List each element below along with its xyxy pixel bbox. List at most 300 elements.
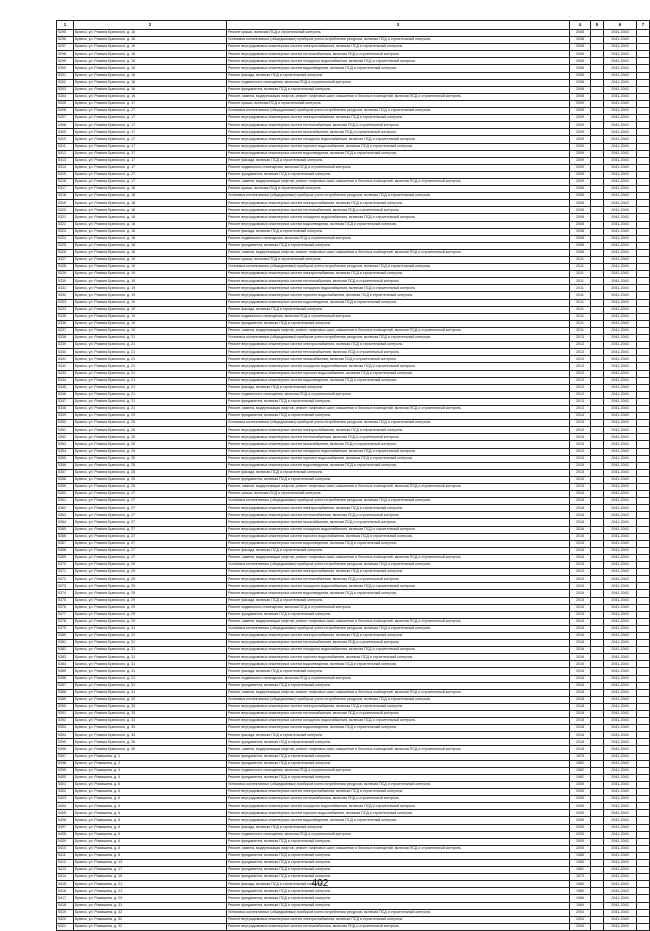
cell-year: 2009 bbox=[570, 129, 591, 136]
table-row bbox=[57, 30, 650, 37]
cell-empty bbox=[591, 391, 604, 398]
cell-work-type: Ремонт внутридомовых инженерных систем холодного водоснабжения, включая ПСД и строительный контроль bbox=[227, 647, 570, 654]
cell-empty bbox=[637, 292, 650, 299]
cell-address: Брянск, ул. Ромашина, д. 17 bbox=[74, 867, 227, 874]
cell-empty bbox=[591, 469, 604, 476]
table-row bbox=[57, 476, 650, 483]
cell-empty bbox=[591, 413, 604, 420]
cell-empty bbox=[637, 902, 650, 909]
cell-empty bbox=[591, 342, 604, 349]
table-row bbox=[57, 526, 650, 533]
cell-year: 2005 bbox=[570, 838, 591, 845]
cell-address: Брянск, ул. Романа Брянского, д. 25 bbox=[74, 441, 227, 448]
cell-empty bbox=[637, 377, 650, 384]
cell-empty bbox=[591, 640, 604, 647]
cell-address: Брянск, ул. Романа Брянского, д. 35 bbox=[74, 746, 227, 753]
cell-address: Брянск, ул. Романа Брянского, д. 21 bbox=[74, 384, 227, 391]
cell-empty bbox=[637, 554, 650, 561]
cell-work-type: Установка коллективных (общедомовых) приборов учета потребления ресурсов, включая ПСД и строительный контроль bbox=[227, 420, 570, 427]
cell-year: 2013 bbox=[570, 342, 591, 349]
cell-empty bbox=[637, 278, 650, 285]
cell-empty bbox=[591, 498, 604, 505]
cell-year: 2009 bbox=[570, 164, 591, 171]
cell-address: Брянск, ул. Романа Брянского, д. 21 bbox=[74, 370, 227, 377]
table-row bbox=[57, 760, 650, 767]
cell-number: 5340 bbox=[57, 349, 74, 356]
cell-number: 5416 bbox=[57, 888, 74, 895]
cell-empty bbox=[637, 725, 650, 732]
cell-work-type: Ремонт внутридомовых инженерных систем горячего водоснабжения, включая ПСД и строительный контроль bbox=[227, 654, 570, 661]
cell-period: 2041-2043 bbox=[604, 434, 637, 441]
table-row bbox=[57, 242, 650, 249]
cell-year: 2013 bbox=[570, 377, 591, 384]
cell-period: 2041-2043 bbox=[604, 58, 637, 65]
cell-year: 2018 bbox=[570, 718, 591, 725]
cell-empty bbox=[591, 363, 604, 370]
table-row bbox=[57, 115, 650, 122]
cell-empty bbox=[637, 37, 650, 44]
cell-empty bbox=[637, 732, 650, 739]
cell-address: Брянск, ул. Романа Брянского, д. 18 bbox=[74, 228, 227, 235]
cell-number: 5352 bbox=[57, 434, 74, 441]
cell-address: Брянск, ул. Ромашина, д. 6 bbox=[74, 810, 227, 817]
cell-empty bbox=[637, 242, 650, 249]
cell-number: 5344 bbox=[57, 377, 74, 384]
cell-period: 2041-2043 bbox=[604, 874, 637, 881]
cell-year: 2011 bbox=[570, 257, 591, 264]
cell-number: 5341 bbox=[57, 356, 74, 363]
cell-number: 5395 bbox=[57, 739, 74, 746]
table-row bbox=[57, 44, 650, 51]
table-row bbox=[57, 214, 650, 221]
cell-number: 5333 bbox=[57, 299, 74, 306]
cell-period: 2041-2043 bbox=[604, 725, 637, 732]
cell-empty bbox=[637, 781, 650, 788]
cell-number: 5310 bbox=[57, 136, 74, 143]
cell-empty bbox=[591, 313, 604, 320]
cell-year: 2004 bbox=[570, 923, 591, 930]
cell-empty bbox=[591, 356, 604, 363]
cell-address: Брянск, ул. Романа Брянского, д. 31 bbox=[74, 654, 227, 661]
cell-empty bbox=[637, 867, 650, 874]
cell-empty bbox=[637, 611, 650, 618]
cell-number: 5348 bbox=[57, 405, 74, 412]
cell-period: 2041-2043 bbox=[604, 335, 637, 342]
cell-empty bbox=[591, 569, 604, 576]
cell-number: 5314 bbox=[57, 164, 74, 171]
table-row bbox=[57, 923, 650, 930]
cell-empty bbox=[637, 916, 650, 923]
cell-period: 2041-2043 bbox=[604, 413, 637, 420]
cell-empty bbox=[637, 859, 650, 866]
cell-year: 2008 bbox=[570, 200, 591, 207]
cell-work-type: Ремонт фасада, включая ПСД и строительный контроль bbox=[227, 881, 570, 888]
cell-number: 5400 bbox=[57, 774, 74, 781]
cell-address: Брянск, ул. Романа Брянского, д. 29 bbox=[74, 583, 227, 590]
cell-address: Брянск, ул. Романа Брянского, д. 29 bbox=[74, 569, 227, 576]
cell-work-type: Ремонт внутридомовых инженерных систем теплоснабжения, включая ПСД и строительный контроль bbox=[227, 512, 570, 519]
cell-address: Брянск, ул. Ромашина, д. 4 bbox=[74, 774, 227, 781]
cell-year: 2008 bbox=[570, 72, 591, 79]
table-row bbox=[57, 519, 650, 526]
cell-number: 5313 bbox=[57, 157, 74, 164]
table-row bbox=[57, 491, 650, 498]
cell-year: 1980 bbox=[570, 888, 591, 895]
cell-year: 2016 bbox=[570, 668, 591, 675]
cell-number: 5411 bbox=[57, 852, 74, 859]
cell-number: 5349 bbox=[57, 413, 74, 420]
cell-number: 5374 bbox=[57, 590, 74, 597]
cell-empty bbox=[637, 235, 650, 242]
cell-empty bbox=[637, 86, 650, 93]
cell-work-type: Ремонт внутридомовых инженерных систем электроснабжения, включая ПСД и строительный контроль bbox=[227, 200, 570, 207]
cell-address: Брянск, ул. Романа Брянского, д. 17 bbox=[74, 115, 227, 122]
cell-work-type: Ремонт внутридомовых инженерных систем электроснабжения, включая ПСД и строительный контроль bbox=[227, 632, 570, 639]
table-row bbox=[57, 789, 650, 796]
cell-period: 2041-2043 bbox=[604, 299, 637, 306]
cell-address: Брянск, ул. Романа Брянского, д. 19 bbox=[74, 313, 227, 320]
cell-period: 2041-2043 bbox=[604, 526, 637, 533]
cell-work-type: Ремонт фасада, включая ПСД и строительный контроль bbox=[227, 384, 570, 391]
cell-work-type: Ремонт, замена, модернизация лифтов, ремонт лифтовых шахт, машинных и блочных помещений, включая ПСД и строительный контроль bbox=[227, 93, 570, 100]
cell-empty bbox=[637, 249, 650, 256]
cell-number: 5368 bbox=[57, 547, 74, 554]
cell-number: 5402 bbox=[57, 789, 74, 796]
table-row bbox=[57, 576, 650, 583]
cell-empty bbox=[591, 746, 604, 753]
table-row bbox=[57, 221, 650, 228]
table-row bbox=[57, 58, 650, 65]
table-row bbox=[57, 867, 650, 874]
cell-empty bbox=[637, 342, 650, 349]
cell-period: 2041-2043 bbox=[604, 200, 637, 207]
cell-address: Брянск, ул. Романа Брянского, д. 18 bbox=[74, 200, 227, 207]
table-row bbox=[57, 597, 650, 604]
table-row bbox=[57, 852, 650, 859]
cell-address: Брянск, ул. Романа Брянского, д. 16 bbox=[74, 51, 227, 58]
cell-number: 5315 bbox=[57, 171, 74, 178]
cell-address: Брянск, ул. Ромашина, д. 31 bbox=[74, 902, 227, 909]
table-row bbox=[57, 100, 650, 107]
cell-empty bbox=[637, 590, 650, 597]
cell-work-type: Ремонт фасада, включая ПСД и строительный контроль bbox=[227, 469, 570, 476]
cell-number: 5365 bbox=[57, 526, 74, 533]
cell-period: 2041-2043 bbox=[604, 661, 637, 668]
header-col-1: 1 bbox=[57, 21, 74, 30]
cell-empty bbox=[637, 356, 650, 363]
cell-empty bbox=[591, 632, 604, 639]
cell-empty bbox=[591, 186, 604, 193]
cell-number: 5381 bbox=[57, 640, 74, 647]
cell-year: 2015 bbox=[570, 618, 591, 625]
cell-year: 2008 bbox=[570, 249, 591, 256]
cell-period: 2041-2043 bbox=[604, 136, 637, 143]
cell-period: 2041-2043 bbox=[604, 370, 637, 377]
cell-year: 2015 bbox=[570, 455, 591, 462]
cell-work-type: Ремонт фундамента, включая ПСД и строительный контроль bbox=[227, 171, 570, 178]
cell-address: Брянск, ул. Ромашина, д. 13 bbox=[74, 859, 227, 866]
cell-number: 5384 bbox=[57, 661, 74, 668]
table-row bbox=[57, 79, 650, 86]
cell-number: 5297 bbox=[57, 44, 74, 51]
cell-number: 5364 bbox=[57, 519, 74, 526]
cell-period: 2041-2043 bbox=[604, 618, 637, 625]
cell-work-type: Ремонт внутридомовых инженерных систем теплоснабжения, включая ПСД и строительный контроль bbox=[227, 576, 570, 583]
cell-year: 2005 bbox=[570, 781, 591, 788]
cell-period: 2041-2043 bbox=[604, 753, 637, 760]
cell-empty bbox=[591, 760, 604, 767]
cell-period: 2041-2043 bbox=[604, 235, 637, 242]
cell-period: 2041-2043 bbox=[604, 327, 637, 334]
cell-year: 2009 bbox=[570, 143, 591, 150]
cell-empty bbox=[591, 554, 604, 561]
table-row bbox=[57, 498, 650, 505]
table-row bbox=[57, 781, 650, 788]
cell-work-type: Ремонт внутридомовых инженерных систем горячего водоснабжения, включая ПСД и строительный контроль bbox=[227, 810, 570, 817]
cell-work-type: Ремонт внутридомовых инженерных систем газоснабжения, включая ПСД и строительный контроль bbox=[227, 519, 570, 526]
cell-empty bbox=[591, 72, 604, 79]
table-row bbox=[57, 739, 650, 746]
cell-work-type: Ремонт внутридомовых инженерных систем электроснабжения, включая ПСД и строительный контроль bbox=[227, 271, 570, 278]
table-row bbox=[57, 703, 650, 710]
cell-number: 5375 bbox=[57, 597, 74, 604]
table-row bbox=[57, 398, 650, 405]
cell-address: Брянск, ул. Романа Брянского, д. 29 bbox=[74, 597, 227, 604]
cell-address: Брянск, ул. Ромашина, д. 19 bbox=[74, 874, 227, 881]
cell-work-type: Ремонт внутридомовых инженерных систем холодного водоснабжения, включая ПСД и строительный контроль bbox=[227, 58, 570, 65]
cell-address: Брянск, ул. Ромашина, д. 32 bbox=[74, 909, 227, 916]
cell-work-type: Ремонт внутридомовых инженерных систем холодного водоснабжения, включая ПСД и строительный контроль bbox=[227, 285, 570, 292]
cell-period: 2041-2043 bbox=[604, 228, 637, 235]
cell-address: Брянск, ул. Романа Брянского, д. 19 bbox=[74, 285, 227, 292]
cell-work-type: Ремонт внутридомовых инженерных систем электроснабжения, включая ПСД и строительный контроль bbox=[227, 916, 570, 923]
cell-work-type: Ремонт фундамента, включая ПСД и строительный контроль bbox=[227, 476, 570, 483]
cell-work-type: Ремонт фундамента, включая ПСД и строительный контроль bbox=[227, 398, 570, 405]
cell-year: 2015 bbox=[570, 576, 591, 583]
cell-empty bbox=[637, 789, 650, 796]
cell-period: 2041-2043 bbox=[604, 703, 637, 710]
cell-empty bbox=[637, 427, 650, 434]
cell-work-type: Ремонт фундамента, включая ПСД и строительный контроль bbox=[227, 874, 570, 881]
cell-address: Брянск, ул. Ромашина, д. 2 bbox=[74, 760, 227, 767]
cell-empty bbox=[637, 739, 650, 746]
cell-address: Брянск, ул. Романа Брянского, д. 18 bbox=[74, 235, 227, 242]
cell-year: 2008 bbox=[570, 86, 591, 93]
cell-empty bbox=[591, 349, 604, 356]
cell-period: 2041-2043 bbox=[604, 668, 637, 675]
cell-period: 2041-2043 bbox=[604, 789, 637, 796]
cell-address: Брянск, ул. Романа Брянского, д. 19 bbox=[74, 327, 227, 334]
cell-empty bbox=[637, 675, 650, 682]
cell-empty bbox=[591, 455, 604, 462]
cell-address: Брянск, ул. Романа Брянского, д. 18 bbox=[74, 249, 227, 256]
cell-number: 5299 bbox=[57, 58, 74, 65]
header-col-7: 7 bbox=[637, 21, 650, 30]
cell-address: Брянск, ул. Романа Брянского, д. 17 bbox=[74, 164, 227, 171]
cell-period: 2041-2043 bbox=[604, 547, 637, 554]
table-row bbox=[57, 377, 650, 384]
cell-period: 2041-2043 bbox=[604, 859, 637, 866]
cell-period: 2041-2043 bbox=[604, 696, 637, 703]
cell-year: 2016 bbox=[570, 505, 591, 512]
cell-year: 2009 bbox=[570, 157, 591, 164]
cell-year: 2011 bbox=[570, 320, 591, 327]
table-row bbox=[57, 186, 650, 193]
cell-number: 5308 bbox=[57, 122, 74, 129]
cell-period: 2041-2043 bbox=[604, 93, 637, 100]
cell-period: 2041-2043 bbox=[604, 178, 637, 185]
cell-work-type: Ремонт фундамента, включая ПСД и строительный контроль bbox=[227, 753, 570, 760]
cell-number: 5406 bbox=[57, 817, 74, 824]
cell-empty bbox=[591, 79, 604, 86]
cell-work-type: Ремонт крыши, включая ПСД и строительный контроль bbox=[227, 30, 570, 37]
capital-repair-table bbox=[56, 20, 650, 931]
table-row bbox=[57, 86, 650, 93]
table-row bbox=[57, 434, 650, 441]
cell-year: 2005 bbox=[570, 803, 591, 810]
cell-empty bbox=[591, 583, 604, 590]
cell-empty bbox=[637, 44, 650, 51]
table-row bbox=[57, 718, 650, 725]
cell-address: Брянск, ул. Романа Брянского, д. 27 bbox=[74, 533, 227, 540]
cell-empty bbox=[591, 441, 604, 448]
table-row bbox=[57, 604, 650, 611]
table-row bbox=[57, 753, 650, 760]
cell-address: Брянск, ул. Романа Брянского, д. 16 bbox=[74, 93, 227, 100]
cell-empty bbox=[637, 696, 650, 703]
cell-address: Брянск, ул. Романа Брянского, д. 27 bbox=[74, 498, 227, 505]
cell-period: 2041-2043 bbox=[604, 384, 637, 391]
cell-empty bbox=[637, 327, 650, 334]
cell-empty bbox=[637, 384, 650, 391]
cell-work-type: Ремонт внутридомовых инженерных систем водоотведения, включая ПСД и строительный контроль bbox=[227, 817, 570, 824]
cell-number: 5351 bbox=[57, 427, 74, 434]
cell-address: Брянск, ул. Романа Брянского, д. 25 bbox=[74, 427, 227, 434]
table-row bbox=[57, 143, 650, 150]
cell-work-type: Ремонт внутридомовых инженерных систем электроснабжения, включая ПСД и строительный контроль bbox=[227, 44, 570, 51]
table-row bbox=[57, 299, 650, 306]
cell-period: 2041-2043 bbox=[604, 313, 637, 320]
cell-year: 2015 bbox=[570, 583, 591, 590]
header-col-3: 3 bbox=[227, 21, 570, 30]
table-row bbox=[57, 859, 650, 866]
cell-empty bbox=[637, 817, 650, 824]
cell-period: 2041-2043 bbox=[604, 207, 637, 214]
table-row bbox=[57, 512, 650, 519]
cell-period: 2041-2043 bbox=[604, 711, 637, 718]
table-row bbox=[57, 136, 650, 143]
cell-empty bbox=[591, 781, 604, 788]
cell-period: 2041-2043 bbox=[604, 72, 637, 79]
table-row bbox=[57, 725, 650, 732]
cell-address: Брянск, ул. Ромашина, д. 1 bbox=[74, 753, 227, 760]
cell-year: 2008 bbox=[570, 37, 591, 44]
table-row bbox=[57, 384, 650, 391]
cell-address: Брянск, ул. Романа Брянского, д. 16 bbox=[74, 65, 227, 72]
table-row bbox=[57, 405, 650, 412]
table-row bbox=[57, 441, 650, 448]
cell-work-type: Ремонт внутридомовых инженерных систем теплоснабжения, включая ПСД и строительный контроль bbox=[227, 207, 570, 214]
cell-address: Брянск, ул. Романа Брянского, д. 33 bbox=[74, 711, 227, 718]
cell-empty bbox=[637, 469, 650, 476]
cell-year: 2015 bbox=[570, 469, 591, 476]
cell-period: 2041-2043 bbox=[604, 441, 637, 448]
cell-work-type: Ремонт внутридомовых инженерных систем электроснабжения, включая ПСД и строительный контроль bbox=[227, 703, 570, 710]
cell-year: 2016 bbox=[570, 491, 591, 498]
table-row bbox=[57, 767, 650, 774]
table-row bbox=[57, 150, 650, 157]
cell-number: 5296 bbox=[57, 37, 74, 44]
cell-empty bbox=[637, 810, 650, 817]
cell-period: 2041-2043 bbox=[604, 377, 637, 384]
cell-empty bbox=[591, 597, 604, 604]
cell-address: Брянск, ул. Романа Брянского, д. 21 bbox=[74, 342, 227, 349]
cell-work-type: Ремонт, замена, модернизация лифтов, ремонт лифтовых шахт, машинных и блочных помещений, включая ПСД и строительный контроль bbox=[227, 554, 570, 561]
cell-empty bbox=[637, 30, 650, 37]
cell-year: 2015 bbox=[570, 434, 591, 441]
cell-period: 2041-2043 bbox=[604, 462, 637, 469]
cell-period: 2041-2043 bbox=[604, 320, 637, 327]
cell-number: 5359 bbox=[57, 484, 74, 491]
cell-address: Брянск, ул. Романа Брянского, д. 16 bbox=[74, 37, 227, 44]
cell-period: 2041-2043 bbox=[604, 817, 637, 824]
cell-address: Брянск, ул. Романа Брянского, д. 17 bbox=[74, 178, 227, 185]
cell-empty bbox=[591, 420, 604, 427]
cell-address: Брянск, ул. Ромашина, д. 6 bbox=[74, 824, 227, 831]
document-sheet bbox=[56, 20, 645, 931]
cell-work-type: Ремонт крыши, включая ПСД и строительный контроль bbox=[227, 186, 570, 193]
cell-work-type: Установка коллективных (общедомовых) приборов учета потребления ресурсов, включая ПСД и строительный контроль bbox=[227, 562, 570, 569]
cell-year: 2013 bbox=[570, 363, 591, 370]
cell-empty bbox=[637, 505, 650, 512]
cell-empty bbox=[637, 79, 650, 86]
cell-work-type: Ремонт, замена, модернизация лифтов, ремонт лифтовых шахт, машинных и блочных помещений, включая ПСД и строительный контроль bbox=[227, 746, 570, 753]
cell-empty bbox=[637, 824, 650, 831]
cell-empty bbox=[591, 200, 604, 207]
cell-number: 5356 bbox=[57, 462, 74, 469]
cell-number: 5407 bbox=[57, 824, 74, 831]
cell-work-type: Ремонт фасада, включая ПСД и строительный контроль bbox=[227, 157, 570, 164]
cell-year: 2016 bbox=[570, 533, 591, 540]
cell-empty bbox=[591, 725, 604, 732]
cell-period: 2041-2043 bbox=[604, 129, 637, 136]
cell-number: 5311 bbox=[57, 143, 74, 150]
table-row bbox=[57, 37, 650, 44]
table-row bbox=[57, 803, 650, 810]
cell-number: 5350 bbox=[57, 420, 74, 427]
cell-address: Брянск, ул. Романа Брянского, д. 21 bbox=[74, 363, 227, 370]
cell-year: 1982 bbox=[570, 774, 591, 781]
cell-year: 2008 bbox=[570, 93, 591, 100]
cell-address: Брянск, ул. Романа Брянского, д. 18 bbox=[74, 214, 227, 221]
cell-empty bbox=[591, 249, 604, 256]
cell-work-type: Ремонт внутридомовых инженерных систем холодного водоснабжения, включая ПСД и строительный контроль bbox=[227, 718, 570, 725]
cell-empty bbox=[591, 739, 604, 746]
cell-number: 5415 bbox=[57, 881, 74, 888]
cell-number: 5360 bbox=[57, 491, 74, 498]
cell-empty bbox=[637, 625, 650, 632]
cell-work-type: Ремонт фундамента, включая ПСД и строительный контроль bbox=[227, 739, 570, 746]
cell-number: 5378 bbox=[57, 618, 74, 625]
cell-empty bbox=[591, 519, 604, 526]
cell-work-type: Ремонт внутридомовых инженерных систем водоотведения, включая ПСД и строительный контроль bbox=[227, 221, 570, 228]
cell-period: 2041-2043 bbox=[604, 30, 637, 37]
table-row bbox=[57, 349, 650, 356]
table-row bbox=[57, 306, 650, 313]
cell-address: Брянск, ул. Романа Брянского, д. 18 bbox=[74, 207, 227, 214]
cell-empty bbox=[591, 845, 604, 852]
cell-empty bbox=[591, 384, 604, 391]
